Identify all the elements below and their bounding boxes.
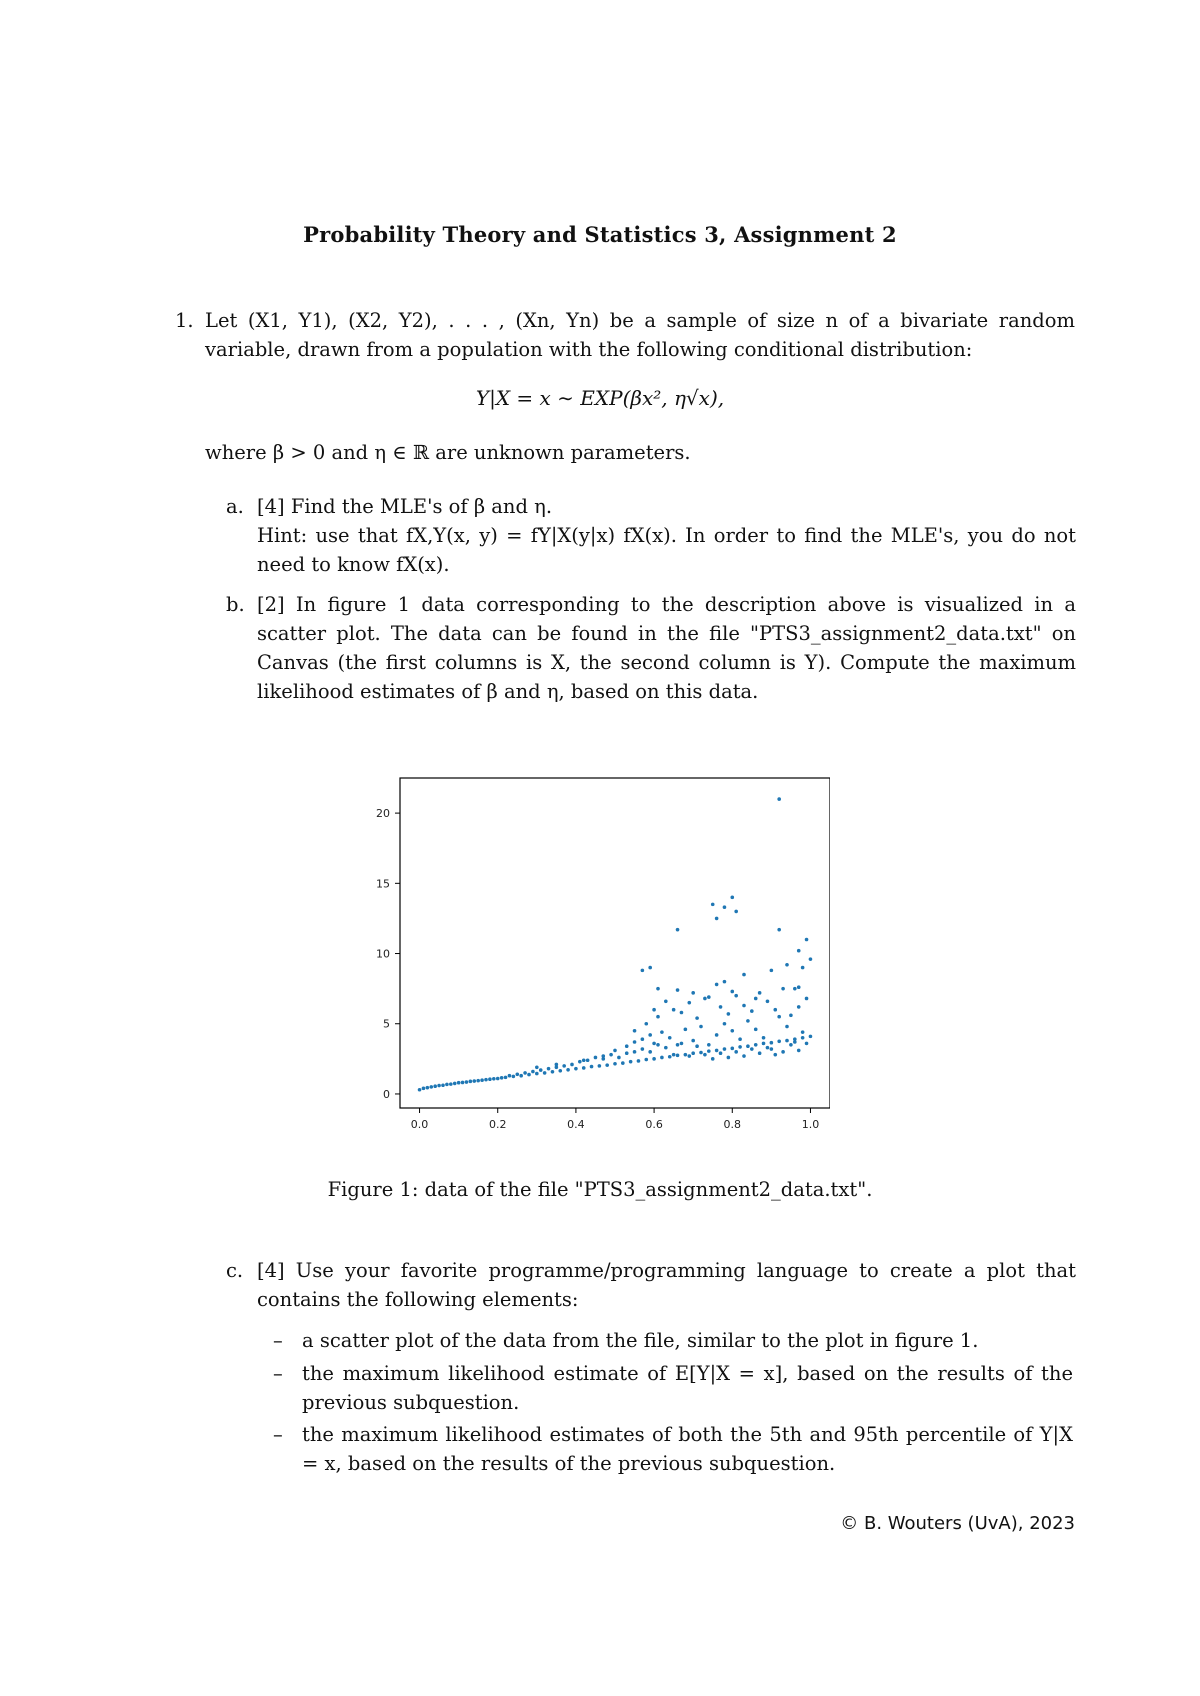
data-point — [637, 1059, 641, 1063]
data-point — [461, 1081, 465, 1085]
data-point — [641, 1037, 645, 1041]
data-point — [742, 973, 746, 977]
data-point — [500, 1076, 504, 1080]
data-point — [707, 1043, 711, 1047]
bullet-text: the maximum likelihood estimate of E[Y|X = x], based on the results of the previous subquestion. — [302, 1362, 1073, 1414]
data-point — [656, 987, 660, 991]
data-point — [558, 1069, 562, 1073]
data-point — [711, 1057, 715, 1061]
data-point — [449, 1082, 453, 1086]
data-point — [656, 1043, 660, 1047]
data-point — [785, 1039, 789, 1043]
plot-frame — [400, 778, 830, 1108]
figure-caption: Figure 1: data of the file "PTS3_assignment2_data.txt". — [327, 1178, 873, 1201]
data-point — [422, 1087, 426, 1091]
data-point — [750, 1009, 754, 1013]
data-point — [547, 1067, 551, 1071]
data-point — [472, 1079, 476, 1083]
bullet-text: the maximum likelihood estimates of both the 5th and 95th percentile of Y|X = x, based on the results of the previous subquestion. — [302, 1423, 1073, 1475]
data-point — [664, 1046, 668, 1050]
data-point — [809, 1035, 813, 1039]
data-point — [648, 1050, 652, 1054]
data-point — [687, 1001, 691, 1005]
data-point — [684, 1053, 688, 1057]
data-point — [582, 1066, 586, 1070]
data-point — [641, 969, 645, 973]
data-point — [680, 1042, 684, 1046]
data-point — [758, 1051, 762, 1055]
data-point — [457, 1081, 461, 1085]
data-point — [789, 1043, 793, 1047]
data-point — [793, 1040, 797, 1044]
data-point — [515, 1072, 519, 1076]
data-point — [676, 1054, 680, 1058]
data-point — [699, 1025, 703, 1029]
data-point — [766, 1046, 770, 1050]
data-point — [797, 985, 801, 989]
data-point — [734, 994, 738, 998]
data-point — [535, 1072, 539, 1076]
x-tick-label: 0.8 — [723, 1118, 742, 1131]
data-point — [484, 1078, 488, 1082]
data-point — [770, 969, 774, 973]
data-point — [676, 1043, 680, 1047]
data-point — [672, 1053, 676, 1057]
data-point — [785, 1025, 789, 1029]
data-point — [633, 1029, 637, 1033]
data-point — [668, 1055, 672, 1059]
data-point — [781, 1050, 785, 1054]
data-point — [695, 1016, 699, 1020]
data-point — [785, 963, 789, 967]
data-point — [762, 1042, 766, 1046]
data-point — [750, 1047, 754, 1051]
data-point — [715, 1049, 719, 1053]
data-point — [805, 997, 809, 1001]
data-point — [535, 1065, 539, 1069]
data-point — [711, 903, 715, 907]
data-point — [742, 1004, 746, 1008]
data-point — [660, 1056, 664, 1060]
data-point — [551, 1070, 555, 1074]
data-point — [519, 1074, 523, 1078]
subquestion-c-text: [4] Use your favorite programme/programming language to create a plot that contains the following elements: — [257, 1259, 1076, 1311]
data-point — [777, 1039, 781, 1043]
x-tick-label: 1.0 — [801, 1118, 820, 1131]
data-point — [644, 1022, 648, 1026]
data-point — [512, 1075, 516, 1079]
data-point — [582, 1058, 586, 1062]
data-point — [723, 980, 727, 984]
data-point — [730, 896, 734, 900]
data-point — [613, 1049, 617, 1053]
data-point — [754, 1028, 758, 1032]
data-point — [594, 1056, 598, 1060]
data-point — [797, 949, 801, 953]
data-point — [773, 1053, 777, 1057]
bullet-item — [273, 1359, 1073, 1417]
subquestion-a-hint: Hint: use that fX,Y(x, y) = fY|X(y|x) fX(x). In order to find the MLE's, you do not need to know fX(x). — [257, 524, 1076, 576]
data-point — [809, 957, 813, 961]
data-point — [555, 1063, 559, 1067]
data-point — [578, 1060, 582, 1064]
bullet-item — [273, 1326, 1073, 1355]
data-point — [660, 1030, 664, 1034]
data-point — [562, 1064, 566, 1068]
data-point — [777, 797, 781, 801]
data-point — [621, 1061, 625, 1065]
data-point — [766, 999, 770, 1003]
data-point — [684, 1028, 688, 1032]
data-point — [453, 1082, 457, 1086]
figure-1-scatter-plot — [350, 770, 830, 1142]
data-point — [433, 1084, 437, 1088]
data-point — [730, 1029, 734, 1033]
question-1 — [175, 306, 1075, 364]
data-point — [437, 1084, 441, 1088]
bullet-text: a scatter plot of the data from the file, similar to the plot in figure 1. — [302, 1329, 979, 1352]
data-point — [441, 1083, 445, 1087]
data-point — [691, 1051, 695, 1055]
data-point — [730, 990, 734, 994]
data-point — [539, 1068, 543, 1072]
data-point — [762, 1036, 766, 1040]
y-tick-label: 15 — [376, 877, 390, 891]
data-point — [703, 1053, 707, 1057]
data-point — [777, 928, 781, 932]
bullet-dash: – — [273, 1362, 283, 1385]
data-point — [707, 1049, 711, 1053]
data-point — [492, 1077, 496, 1081]
data-point — [426, 1086, 430, 1090]
data-point — [476, 1079, 480, 1083]
data-point — [570, 1063, 574, 1067]
data-point — [805, 938, 809, 942]
data-point — [797, 1005, 801, 1009]
data-point — [770, 1047, 774, 1051]
data-point — [531, 1070, 535, 1074]
data-point — [641, 1047, 645, 1051]
data-point — [719, 1051, 723, 1055]
data-point — [676, 988, 680, 992]
data-point — [723, 1022, 727, 1026]
data-point — [625, 1051, 629, 1055]
data-point — [418, 1088, 422, 1092]
data-point — [652, 1008, 656, 1012]
data-point — [543, 1071, 547, 1075]
data-point — [648, 966, 652, 970]
data-point — [715, 917, 719, 921]
x-tick-label: 0.4 — [567, 1118, 585, 1131]
data-point — [781, 987, 785, 991]
data-point — [789, 1014, 793, 1018]
subquestion-b-text: [2] In figure 1 data corresponding to the description above is visualized in a scatter plot. The data can be found in the file "PTS3_assignment2_data.txt" on Canvas (the first columns is X, the second column is Y). Compute the maximum likelihood estimates of β and η, based on this data. — [257, 593, 1076, 703]
subquestion-a — [226, 492, 1076, 579]
data-point — [648, 1033, 652, 1037]
data-point — [707, 995, 711, 999]
data-point — [793, 987, 797, 991]
y-tick-label: 10 — [376, 947, 390, 961]
data-point — [797, 1049, 801, 1053]
data-point — [644, 1058, 648, 1062]
data-point — [691, 991, 695, 995]
data-point — [629, 1060, 633, 1064]
data-point — [566, 1068, 570, 1072]
data-point — [609, 1053, 613, 1057]
data-point — [723, 1047, 727, 1051]
data-point — [480, 1078, 484, 1082]
parameters-statement: where β > 0 and η ∈ ℝ are unknown parameters. — [205, 441, 691, 464]
data-point — [742, 1054, 746, 1058]
y-tick-label: 0 — [383, 1087, 390, 1101]
data-point — [652, 1042, 656, 1046]
data-point — [605, 1063, 609, 1067]
subquestion-a-task: [4] Find the MLE's of β and η. — [257, 495, 553, 518]
data-point — [598, 1064, 602, 1068]
data-point — [691, 1039, 695, 1043]
data-point — [633, 1050, 637, 1054]
y-tick-label: 5 — [383, 1017, 390, 1031]
data-point — [727, 1012, 731, 1016]
data-point — [633, 1040, 637, 1044]
data-point — [703, 997, 707, 1001]
data-point — [508, 1074, 512, 1078]
data-point — [695, 1044, 699, 1048]
data-point — [715, 1033, 719, 1037]
data-point — [805, 1042, 809, 1046]
data-point — [527, 1073, 531, 1077]
data-point — [719, 1005, 723, 1009]
subquestion-b-label: b. — [226, 593, 245, 616]
question-number: 1. — [175, 309, 194, 332]
data-point — [723, 905, 727, 909]
data-point — [656, 1015, 660, 1019]
data-point — [715, 983, 719, 987]
data-point — [429, 1085, 433, 1089]
data-point — [801, 1036, 805, 1040]
x-tick-label: 0.6 — [645, 1118, 663, 1131]
distribution-formula: Y|X = x ∼ EXP(βx², η√x), — [475, 386, 725, 410]
data-point — [727, 1056, 731, 1060]
data-point — [754, 997, 758, 1001]
data-point — [590, 1065, 594, 1069]
assignment-title: Probability Theory and Statistics 3, Assignment 2 — [303, 222, 897, 247]
data-point — [773, 1008, 777, 1012]
data-point — [664, 999, 668, 1003]
data-point — [668, 1036, 672, 1040]
data-point — [734, 1050, 738, 1054]
data-point — [676, 928, 680, 932]
data-point — [699, 1051, 703, 1055]
data-point — [746, 1044, 750, 1048]
data-point — [777, 1015, 781, 1019]
data-point — [652, 1057, 656, 1061]
data-point — [680, 1011, 684, 1015]
data-point — [801, 1030, 805, 1034]
question-intro: Let (X1, Y1), (X2, Y2), . . . , (Xn, Yn) be a sample of size n of a bivariate random variable, drawn from a population with the following conditional distribution: — [205, 309, 1075, 361]
data-point — [601, 1054, 605, 1058]
subquestion-b — [226, 590, 1076, 706]
data-point — [730, 1047, 734, 1051]
data-point — [488, 1077, 492, 1081]
data-point — [801, 966, 805, 970]
bullet-item — [273, 1420, 1073, 1478]
data-point — [574, 1067, 578, 1071]
data-point — [672, 1008, 676, 1012]
y-tick-label: 20 — [376, 807, 390, 821]
data-point — [625, 1044, 629, 1048]
data-point — [738, 1037, 742, 1041]
copyright-notice: © B. Wouters (UvA), 2023 — [840, 1513, 1075, 1534]
data-point — [754, 1043, 758, 1047]
data-point — [613, 1062, 617, 1066]
data-point — [770, 1041, 774, 1045]
data-point — [469, 1080, 473, 1084]
data-point — [746, 1019, 750, 1023]
data-point — [523, 1071, 527, 1075]
subquestion-c — [226, 1256, 1076, 1314]
data-point — [465, 1080, 469, 1084]
data-point — [445, 1083, 449, 1087]
subquestion-a-label: a. — [226, 495, 244, 518]
bullet-dash: – — [273, 1423, 283, 1446]
data-point — [758, 991, 762, 995]
subquestion-c-label: c. — [226, 1259, 244, 1282]
x-tick-label: 0.2 — [488, 1118, 507, 1131]
data-point — [738, 1045, 742, 1049]
bullet-dash: – — [273, 1329, 283, 1352]
data-point — [734, 910, 738, 914]
data-point — [504, 1076, 508, 1080]
data-point — [496, 1077, 500, 1081]
data-point — [687, 1054, 691, 1058]
x-tick-label: 0.0 — [410, 1118, 429, 1131]
data-point — [617, 1056, 621, 1060]
data-point — [586, 1058, 590, 1062]
